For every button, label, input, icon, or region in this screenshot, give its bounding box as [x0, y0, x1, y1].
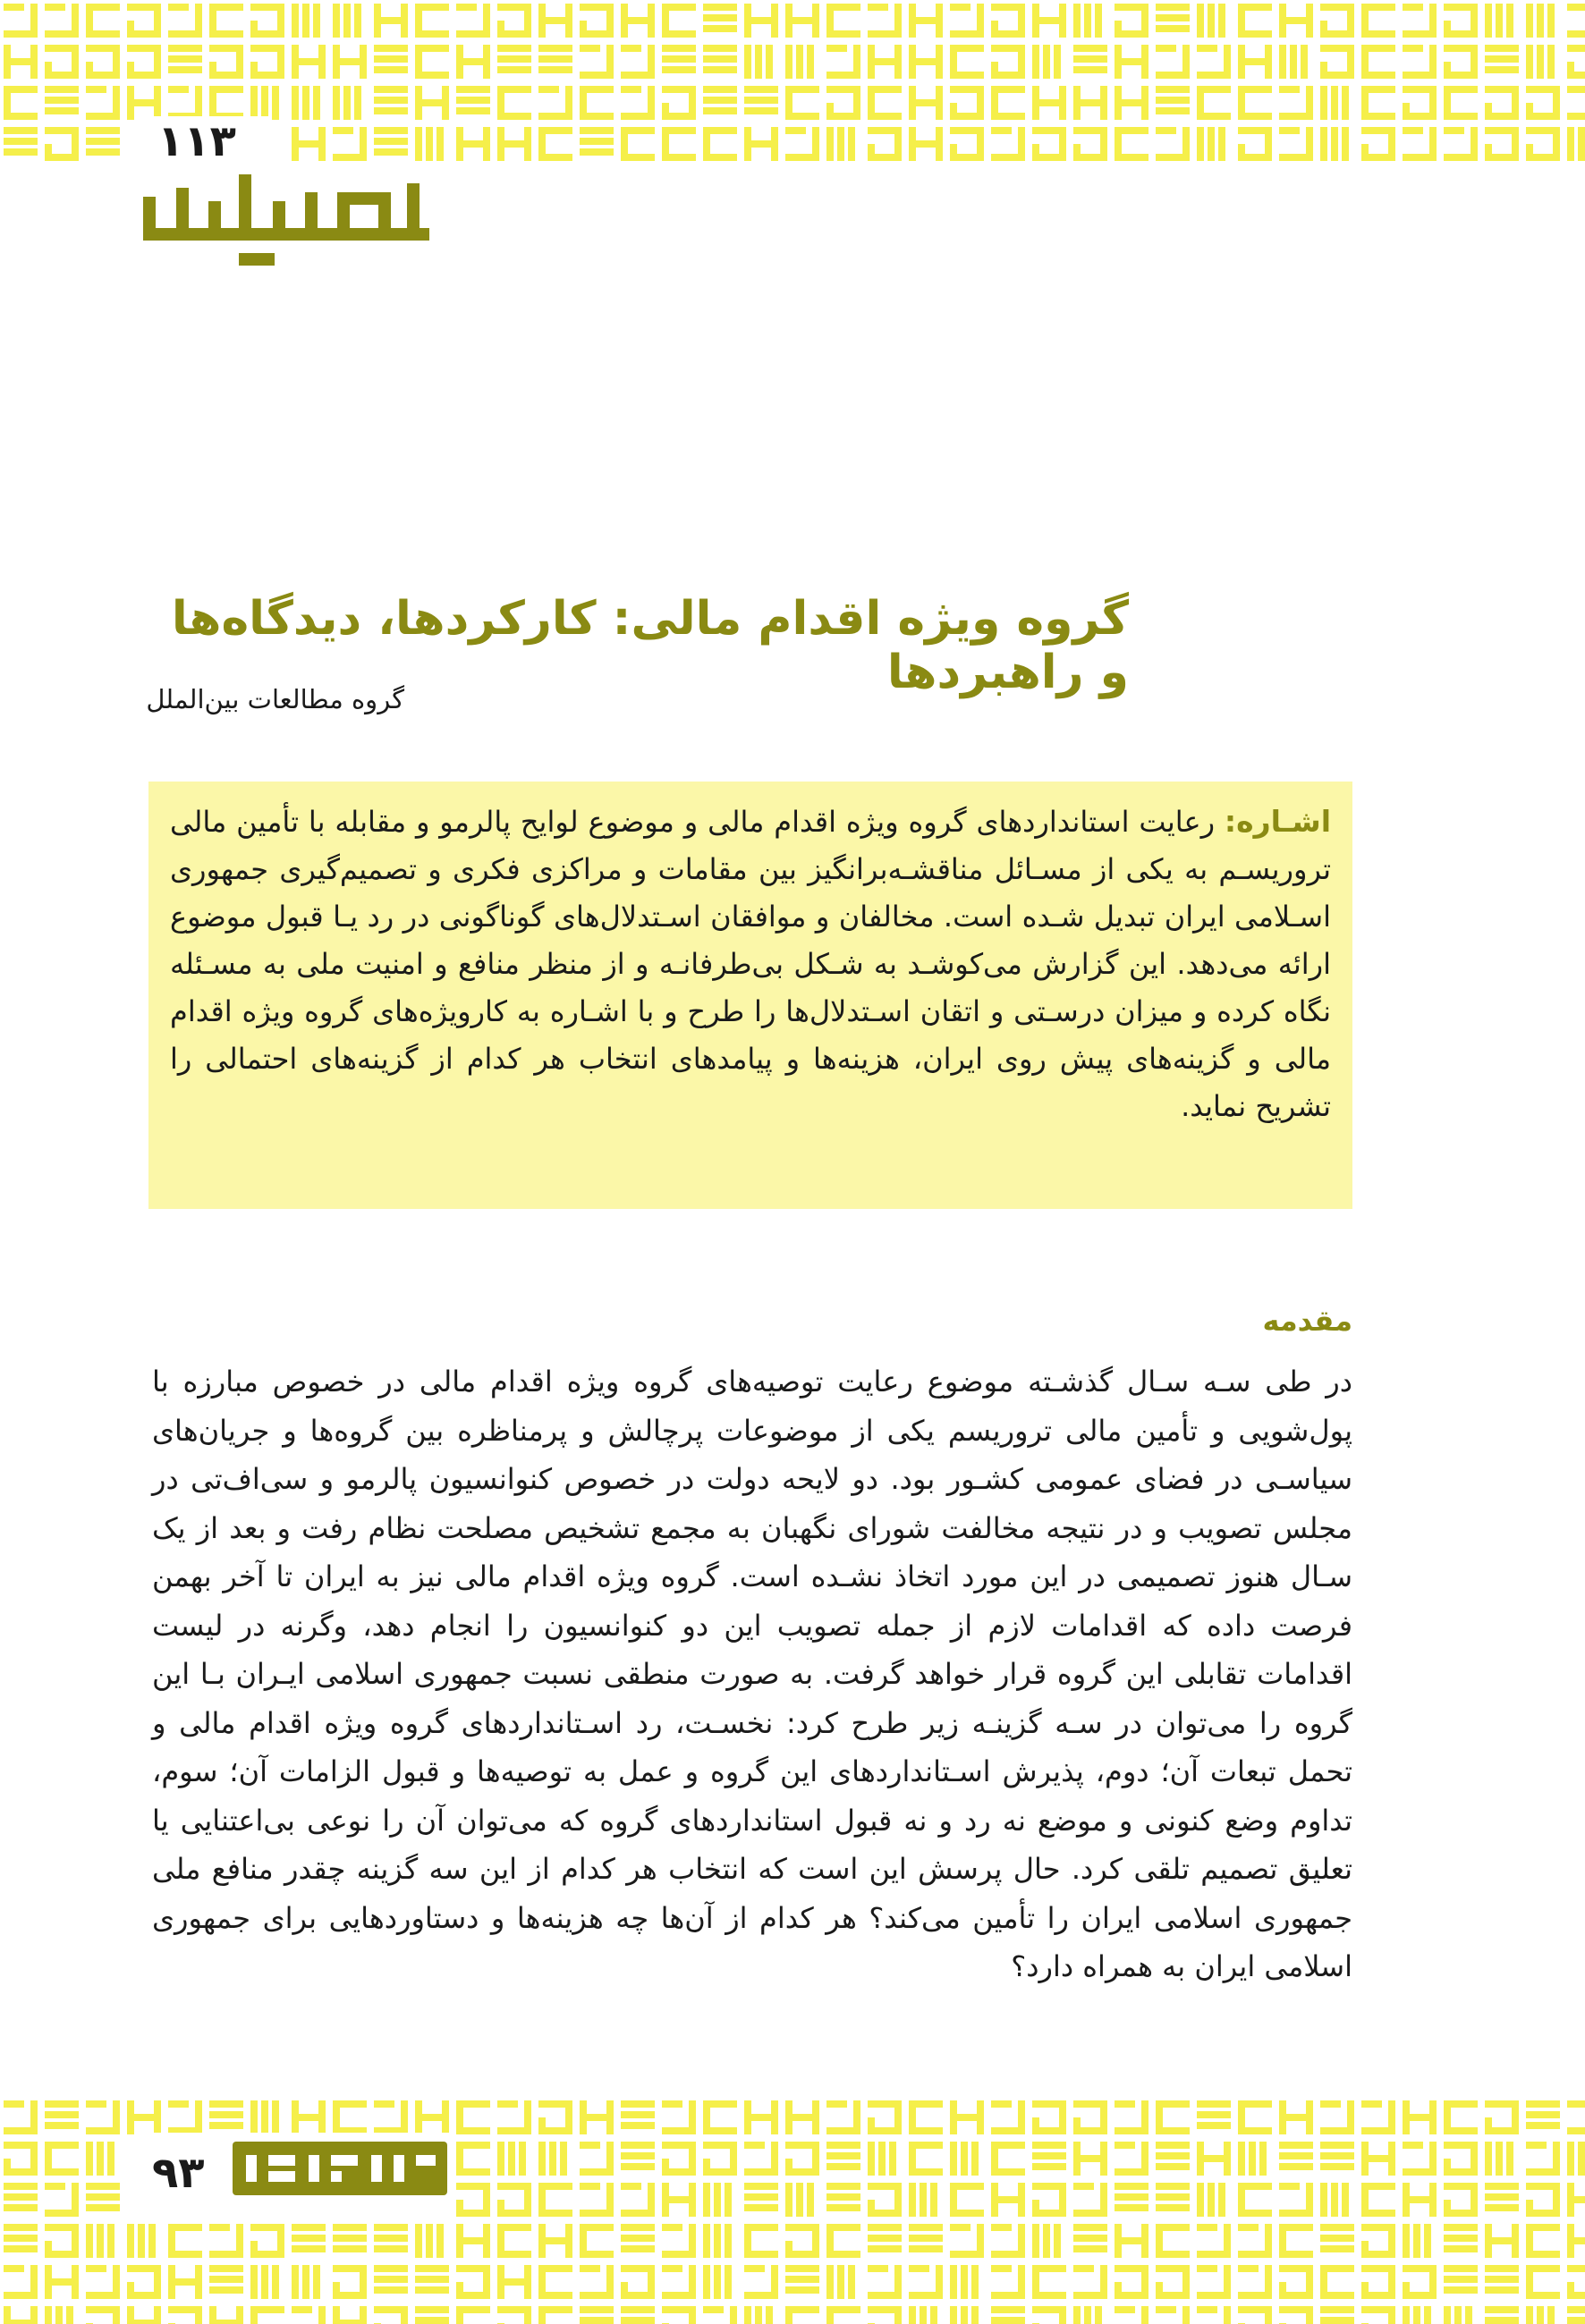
abstract-box	[148, 782, 1352, 1209]
section-logo-icon	[139, 174, 434, 277]
intro-paragraph: در طی سـه سـال گذشـته موضوع رعایت توصیه‌های گروه ویژه اقدام مالی در خصوص مبارزه با پول‌شویی و تأمین مالی تروریسم یکی از موضوعات پرچالش و پرمناظره بین گروه‌ها و جریان‌های سیاسـی در فضای عمومی کشـور بود. دو لایحه دولت در خصوص کنوانسیون پالرمو و سی‌اف‌تی در مجلس تصویب و در نتیجه مخالفت شورای نگهبان به مجمع تشخیص مصلحت نظام رفت و بعد از یک سـال هنوز تصمیمی در این مورد اتخاذ نشـده است. گروه ویژه اقدام مالی نیز به ایران تا آخر بهمن فرصت داده که اقدامات لازم از جمله تصویب این دو کنوانسیون را انجام دهد، وگرنه در لیست اقدامات تقابلی این گروه قرار خواهد گرفت. به صورت منطقی نسبت جمهوری اسلامی ایـران بـا این گروه را می‌توان در سـه گزینـه زیر طرح کرد: نخسـت، رد اسـتانداردهای گروه ویژه اقدام مالی و تحمل تبعات آن؛ دوم، پذیرش اسـتانداردهای این گروه و عمل به توصیه‌ها و قبول الزامات آن؛ سوم، تداوم وضع کنونی و موضع نه رد و نه قبول استانداردهای گروه که می‌توان آن را نوعی بی‌اعتنایی یا تعلیق تصمیم تلقی کرد. حال پرسش این است که انتخاب هر کدام از این سه گزینه چقدر منافع ملی جمهوری اسلامی ایران را تأمین می‌کند؟ هر کدام از آن‌ها چه هزینه‌ها و دستاوردهایی برای جمهوری اسلامی ایران به همراه دارد؟	[152, 1365, 1352, 1983]
magazine-number: ۹۳	[152, 2148, 205, 2198]
abstract-text: رعایت استانداردهای گروه ویژه اقدام مالی و موضوع لوایح پالرمو و مقابله با تأمین مالی تروریسـم به یکی از مسـائل مناقشـه‌برانگیز بین مقامات و مراکزی فکری و تصمیم‌گیری جمهوری اسـلامی ایران تبدیل شـده است. مخالفان و موافقان اسـتدلال‌های گوناگونی در رد یـا قبول موضوع ارائه می‌دهد. این گزارش می‌کوشـد به شـکل بی‌طرفانـه و از منظر منافع و امنیت ملی به مسـئله نگاه کرده و میزان درسـتی و اتقان اسـتدلال‌ها را طرح و با اشـاره به کارویژه‌های گروه ویژه اقدام مالی و گزینه‌های پیش روی ایران، هزینه‌ها و پیامدهای انتخاب هر کدام از گزینه‌های احتمالی را تشریح نماید.	[170, 805, 1331, 1123]
abstract-label: اشـاره:	[1224, 804, 1331, 839]
article-title: گروه ویژه اقدام مالی: کارکردها، دیدگاه‌ها و راهبردها	[171, 592, 1129, 699]
abstract-paragraph	[170, 798, 1331, 1130]
article-author: گروه مطالعات بین‌الملل	[146, 684, 404, 714]
intro-heading: مقدمه	[1262, 1304, 1352, 1338]
issue-number: ۱۱۳	[152, 116, 270, 166]
section-logo	[139, 174, 434, 281]
intro-body	[152, 1357, 1352, 1991]
